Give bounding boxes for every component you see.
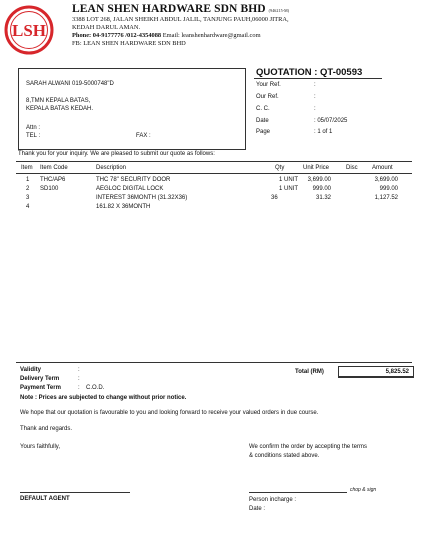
row-code: THC/AP6 xyxy=(40,177,66,183)
cc-label: C. C. xyxy=(256,106,270,112)
customer-address-2: KEPALA BATAS KEDAH. xyxy=(26,106,94,112)
page-label: Page xyxy=(256,129,271,135)
table-row xyxy=(0,186,430,195)
table-row xyxy=(0,204,430,213)
fax-label: FAX : xyxy=(136,133,151,139)
th-disc: Disc xyxy=(346,165,358,171)
payment-colon: : xyxy=(78,385,80,391)
row-qty: 36 xyxy=(271,195,278,201)
tel-label: TEL : xyxy=(26,133,41,139)
th-description: Description xyxy=(96,165,127,171)
company-contact xyxy=(72,32,261,40)
row-qty: 1 UNIT xyxy=(278,186,298,192)
company-logo xyxy=(4,5,54,55)
company-address-2: KEDAH DARUL AMAN. xyxy=(72,24,141,31)
row-desc: AEGLOC DIGITAL LOCK xyxy=(96,186,164,192)
table-row xyxy=(0,195,430,204)
th-item: Item xyxy=(21,165,33,171)
confirm-text-2: & conditions stated above. xyxy=(249,453,320,459)
row-item: 1 xyxy=(26,177,30,183)
row-item: 2 xyxy=(26,186,30,192)
row-desc: INTEREST 36MONTH (31.32X36) xyxy=(96,195,188,201)
delivery-colon: : xyxy=(78,376,80,382)
company-address-1: 3388 LOT 268, JALAN SHEIKH ABDUL JALIL, TANJUNG PAUH,06000 JITRA, xyxy=(72,16,289,23)
row-desc: 161.82 X 36MONTH xyxy=(96,204,151,210)
row-price: 3,699.00 xyxy=(307,177,331,183)
table-header-top-rule xyxy=(16,161,412,162)
row-item: 3 xyxy=(26,195,30,201)
row-price: 999.00 xyxy=(312,186,331,192)
customer-signature-line xyxy=(249,492,347,493)
table-row xyxy=(0,177,430,186)
quotation-title: QUOTATION : QT-00593 xyxy=(256,67,363,78)
cc-value: : xyxy=(314,106,316,112)
agent-signature-line xyxy=(20,492,130,493)
person-incharge-label: Person incharge : xyxy=(249,497,297,503)
company-phone: Phone: 04-9177776 /012-4354088 xyxy=(72,32,162,39)
company-fb: FB: LEAN SHEN HARDWARE SDN BHD xyxy=(72,40,186,47)
row-qty: 1 UNIT xyxy=(278,177,298,183)
th-amount: Amount xyxy=(372,165,393,171)
confirm-text-1: We confirm the order by accepting the terms xyxy=(249,444,367,450)
row-code: SD100 xyxy=(40,186,59,192)
total-label: Total (RM) xyxy=(295,369,324,375)
validity-label: Validity xyxy=(20,367,42,373)
row-price: 31.32 xyxy=(315,195,331,201)
th-unit-price: Unit Price xyxy=(303,165,330,171)
thanks-text: Thank and regards. xyxy=(20,426,73,432)
company-name-text: LEAN SHEN HARDWARE SDN BHD xyxy=(72,3,266,15)
date-value: : 05/07/2025 xyxy=(314,118,348,124)
payment-term-label: Payment Term xyxy=(20,385,61,391)
date-signature-label: Date : xyxy=(249,506,266,512)
row-item: 4 xyxy=(26,204,30,210)
company-name xyxy=(72,3,289,15)
table-header-bottom-rule xyxy=(16,173,412,174)
intro-text: Thank you for your inquiry. We are pleased to submit our quote as follows: xyxy=(18,151,215,157)
row-amount: 999.00 xyxy=(379,186,398,192)
total-value: 5,825.52 xyxy=(338,366,414,378)
attn-label: Attn : xyxy=(26,125,41,131)
company-email: Email: leanshenhardware@gmail.com xyxy=(162,32,261,39)
row-amount: 1,127.52 xyxy=(374,195,398,201)
payment-term-value: C.O.D. xyxy=(86,385,105,391)
your-ref-label: Your Ref. xyxy=(256,82,281,88)
price-note: Note : Prices are subjected to change without prior notice. xyxy=(20,395,187,401)
footer-rule xyxy=(16,362,412,363)
company-reg-no: (946215-M) xyxy=(268,8,290,13)
your-ref-value: : xyxy=(314,82,316,88)
customer-name: SARAH ALWANI 019-5000748"D xyxy=(26,81,114,87)
default-agent-label: DEFAULT AGENT xyxy=(20,496,70,502)
row-amount: 3,699.00 xyxy=(374,177,398,183)
quotation-title-underline xyxy=(254,78,382,79)
delivery-term-label: Delivery Term xyxy=(20,376,60,382)
date-label: Date xyxy=(256,118,269,124)
row-desc: THC 78" SECURITY DOOR xyxy=(96,177,171,183)
logo-text: LSH xyxy=(11,21,47,40)
th-item-code: Item Code xyxy=(40,165,68,171)
our-ref-value: : xyxy=(314,94,316,100)
yours-faithfully: Yours faithfully, xyxy=(20,444,61,450)
hope-text: We hope that our quotation is favourable to you and looking forward to receive your valued orders in due course. xyxy=(20,410,319,416)
th-qty: Qty xyxy=(275,165,285,171)
our-ref-label: Our Ref. xyxy=(256,94,279,100)
customer-address-1: 8,TMN KEPALA BATAS, xyxy=(26,98,91,104)
page-value: : 1 of 1 xyxy=(314,129,333,135)
validity-colon: : xyxy=(78,367,80,373)
chop-sign-label: chop & sign xyxy=(350,487,377,493)
